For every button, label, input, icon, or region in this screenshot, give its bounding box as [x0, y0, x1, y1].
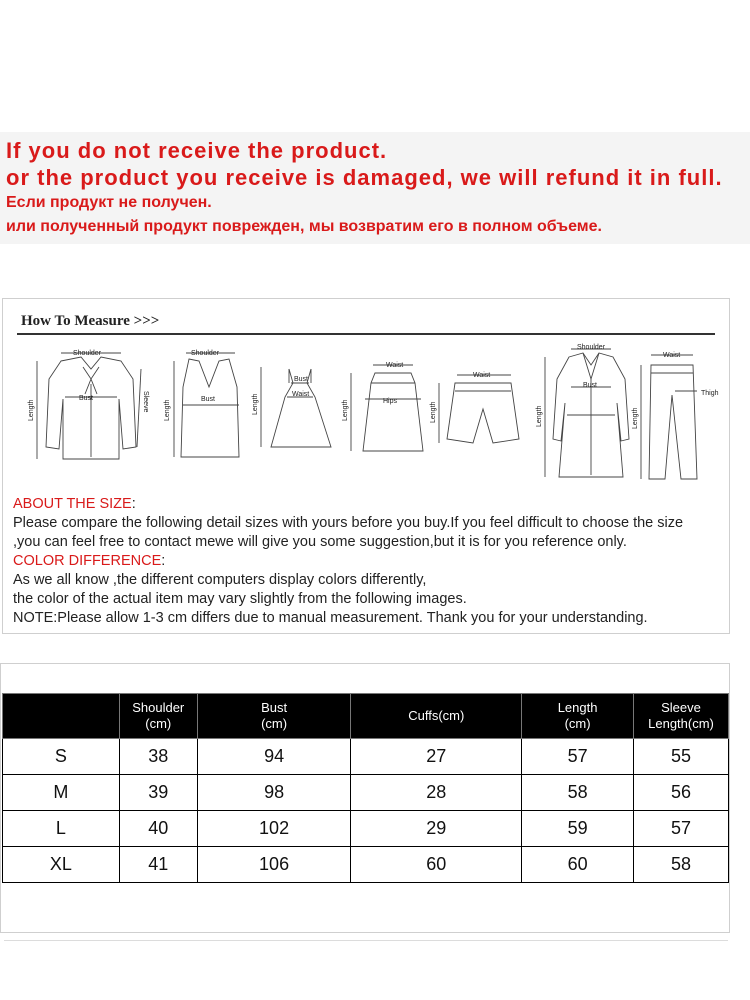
cell-shoulder: 40: [119, 811, 197, 847]
about-size-heading: ABOUT THE SIZE:: [13, 496, 136, 512]
label-length-7: Length: [632, 407, 639, 429]
table-row: [3, 847, 729, 883]
refund-line-3-ru: Если продукт не получен.: [6, 194, 212, 211]
cell-length: 60: [522, 847, 634, 883]
cell-bust: 102: [197, 811, 351, 847]
label-length-5: Length: [430, 401, 437, 423]
label-thigh-7: Thigh: [701, 390, 719, 397]
header-shoulder: Shoulder (cm): [119, 694, 197, 739]
cell-size: S: [3, 739, 120, 775]
cell-cuffs: 28: [351, 775, 522, 811]
measurement-note: NOTE:Please allow 1-3 cm differs due to manual measurement. Thank you for your understanding.: [13, 610, 648, 626]
refund-line-2: or the product you receive is damaged, we will refund it in full.: [6, 165, 723, 190]
label-length-3: Length: [252, 393, 259, 415]
header-length: Length (cm): [522, 694, 634, 739]
label-waist-5: Waist: [473, 372, 491, 379]
label-bust-1: Bust: [79, 395, 94, 402]
table-row: [3, 811, 729, 847]
color-difference-line-1: As we all know ,the different computers display colors differently,: [13, 572, 427, 588]
label-shoulder-1: Shoulder: [73, 350, 102, 357]
color-difference-heading: COLOR DIFFERENCE:: [13, 553, 166, 569]
size-table-container: [0, 663, 730, 933]
skirt-figure: [342, 362, 423, 451]
header-size: [3, 694, 120, 739]
cell-cuffs: 27: [351, 739, 522, 775]
label-length-1: Length: [28, 399, 35, 421]
long-coat-figure: [536, 344, 629, 477]
blouse-figure: [28, 350, 149, 459]
cami-dress-figure: [252, 367, 331, 447]
label-shoulder-6: Shoulder: [577, 344, 606, 351]
cell-sleeve-length: 58: [634, 847, 729, 883]
cell-length: 57: [522, 739, 634, 775]
header-bust: Bust (cm): [197, 694, 351, 739]
cell-length: 59: [522, 811, 634, 847]
cell-shoulder: 39: [119, 775, 197, 811]
cell-cuffs: 60: [351, 847, 522, 883]
refund-line-1: If you do not receive the product.: [6, 138, 388, 163]
label-bust-2: Bust: [201, 396, 216, 403]
cell-bust: 98: [197, 775, 351, 811]
cell-shoulder: 41: [119, 847, 197, 883]
size-table-header-row: [3, 694, 729, 739]
bottom-divider: [4, 940, 728, 941]
heading-divider: [17, 333, 715, 335]
table-row: [3, 739, 729, 775]
color-difference-line-2: the color of the actual item may vary slightly from the following images.: [13, 591, 467, 607]
shorts-figure: [430, 372, 519, 443]
label-length-6: Length: [536, 405, 543, 427]
cell-size: L: [3, 811, 120, 847]
cell-bust: 94: [197, 739, 351, 775]
about-size-line-2: ,you can feel free to contact mewe will give you some suggestion,but it is for you reference only.: [13, 534, 627, 550]
cell-sleeve-length: 55: [634, 739, 729, 775]
cell-sleeve-length: 57: [634, 811, 729, 847]
refund-line-4-ru: или полученный продукт поврежден, мы возвратим его в полном объеме.: [6, 218, 602, 235]
cell-shoulder: 38: [119, 739, 197, 775]
cell-size: XL: [3, 847, 120, 883]
cell-size: M: [3, 775, 120, 811]
label-sleeve-1: Sleeve: [142, 391, 149, 413]
about-size-line-1: Please compare the following detail sizes with yours before you buy.If you feel difficult to choose the size: [13, 515, 684, 531]
label-waist-3: Waist: [292, 391, 310, 398]
cell-sleeve-length: 56: [634, 775, 729, 811]
label-length-2: Length: [164, 399, 171, 421]
cell-bust: 106: [197, 847, 351, 883]
header-cuffs: Cuffs(cm): [351, 694, 522, 739]
table-row: [3, 775, 729, 811]
label-hips-4: Hips: [383, 398, 398, 405]
label-bust-6: Bust: [583, 382, 598, 389]
label-length-4: Length: [342, 399, 349, 421]
measure-illustrations: [11, 339, 723, 489]
refund-banner: [0, 132, 750, 244]
measure-panel: [2, 298, 730, 634]
size-table: [2, 693, 729, 883]
label-shoulder-2: Shoulder: [191, 350, 220, 357]
size-notes: [13, 495, 683, 628]
vneck-top-figure: [164, 350, 239, 457]
header-sleeve-length: Sleeve Length(cm): [634, 694, 729, 739]
cell-cuffs: 29: [351, 811, 522, 847]
trousers-figure: [632, 352, 719, 479]
label-waist-4: Waist: [386, 362, 404, 369]
measure-heading: How To Measure >>>: [21, 313, 160, 329]
label-bust-3: Bust: [294, 376, 309, 383]
cell-length: 58: [522, 775, 634, 811]
label-waist-7: Waist: [663, 352, 681, 359]
